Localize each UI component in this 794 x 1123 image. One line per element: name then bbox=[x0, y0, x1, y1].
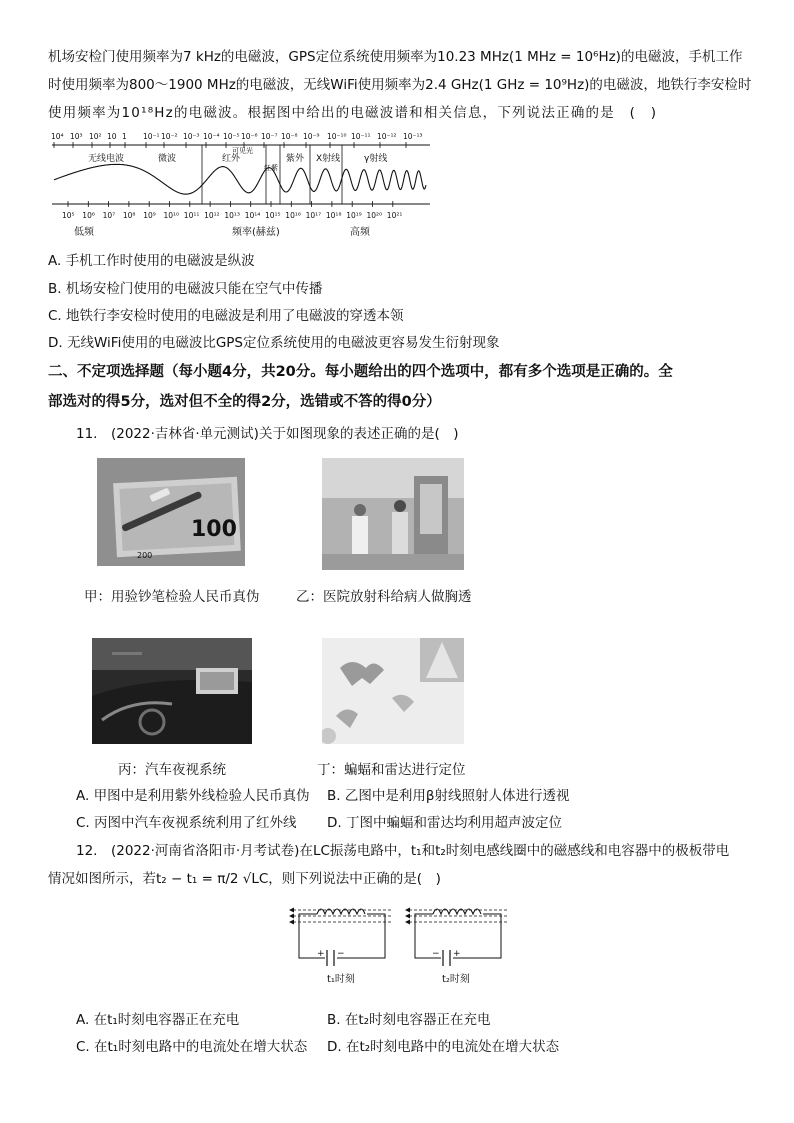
q12-option-b[interactable]: B. 在t₂时刻电容器正在充电 bbox=[327, 1012, 491, 1028]
wavelength-tick-label: 10⁻¹³ bbox=[403, 132, 423, 141]
band-label: 紫外 bbox=[286, 154, 305, 164]
wavelength-tick-label: 10⁻² bbox=[161, 132, 178, 141]
wavelength-tick-label: 10⁻⁷ bbox=[261, 132, 278, 141]
frequency-tick-label: 10¹⁹ bbox=[346, 211, 362, 220]
q11-option-c[interactable]: C. 丙图中汽车夜视系统利用了红外线 bbox=[76, 815, 297, 831]
t1-label: t₁时刻 bbox=[327, 974, 355, 985]
wavelength-tick-label: 10⁻⁶ bbox=[241, 132, 258, 141]
frequency-tick-label: 10⁵ bbox=[62, 211, 75, 220]
band-label: 红外 bbox=[222, 154, 241, 164]
q10-option-d[interactable]: D. 无线WiFi使用的电磁波比GPS定位系统使用的电磁波更容易发生衍射现象 bbox=[48, 335, 500, 351]
q12-stem-line2: 情况如图所示，若t₂ − t₁ = π/2 √LC，则下列说法中正确的是( ) bbox=[48, 871, 441, 887]
wavelength-tick-label: 10⁻¹⁰ bbox=[327, 132, 347, 141]
q10-stem-line2: 时使用频率为800～1900 MHz的电磁波，无线WiFi使用频率为2.4 GHz(1 GHz = 10⁹Hz)的电磁波，地铁行李安检时 bbox=[48, 77, 752, 93]
band-labels bbox=[88, 146, 387, 172]
q11-caption-ding: 丁：蝙蝠和雷达进行定位 bbox=[317, 762, 466, 778]
q11-stem: 11. (2022·吉林省·单元测试)关于如图现象的表述正确的是( ) bbox=[76, 426, 459, 442]
t2-label: t₂时刻 bbox=[442, 974, 470, 985]
t1-plus-sign: + bbox=[317, 949, 325, 959]
high-frequency-label: 高频 bbox=[350, 227, 370, 238]
frequency-tick-label: 10²⁰ bbox=[366, 211, 383, 220]
frequency-tick-label: 10¹⁰ bbox=[163, 211, 180, 220]
q12-option-a[interactable]: A. 在t₁时刻电容器正在充电 bbox=[76, 1012, 240, 1028]
band-label: 红紫 bbox=[264, 164, 278, 172]
section2-heading-line2: 部选对的得5分，选对但不全的得2分，选错或不答的得0分） bbox=[48, 394, 441, 410]
q11-option-d[interactable]: D. 丁图中蝙蝠和雷达均利用超声波定位 bbox=[327, 815, 562, 831]
q11-option-a[interactable]: A. 甲图中是利用紫外线检验人民币真伪 bbox=[76, 788, 310, 804]
wavelength-tick-label: 10³ bbox=[70, 132, 83, 141]
q10-option-b[interactable]: B. 机场安检门使用的电磁波只能在空气中传播 bbox=[48, 281, 323, 297]
q11-option-b[interactable]: B. 乙图中是利用β射线照射人体进行透视 bbox=[327, 788, 570, 804]
frequency-tick-label: 10¹⁴ bbox=[244, 211, 261, 220]
q10-option-a[interactable]: A. 手机工作时使用的电磁波是纵波 bbox=[48, 253, 255, 269]
q10-stem-line1: 机场安检门使用频率为7 kHz的电磁波，GPS定位系统使用频率为10.23 MHz(1 MHz = 10⁶Hz)的电磁波，手机工作 bbox=[48, 49, 743, 65]
svg-text:100: 100 bbox=[191, 517, 237, 542]
wavelength-tick-label: 10⁴ bbox=[51, 132, 64, 141]
band-label: 可见光 bbox=[232, 147, 253, 155]
lc-circuit-t1 bbox=[289, 908, 391, 986]
wavelength-tick-label: 10⁻⁸ bbox=[281, 132, 298, 141]
wavelength-tick-label: 10⁻¹² bbox=[377, 132, 397, 141]
wavelength-tick-label: 10⁻¹ bbox=[143, 132, 160, 141]
frequency-tick-label: 10¹⁷ bbox=[305, 211, 322, 220]
frequency-tick-label: 10⁹ bbox=[143, 211, 156, 220]
band-label: X射线 bbox=[316, 154, 341, 164]
photo-car-night-vision bbox=[92, 638, 252, 744]
wavelength-ticks bbox=[51, 132, 423, 148]
frequency-tick-label: 10¹³ bbox=[224, 211, 240, 220]
wavelength-tick-label: 10⁻⁹ bbox=[303, 132, 320, 141]
q12-option-d[interactable]: D. 在t₂时刻电路中的电流处在增大状态 bbox=[327, 1039, 560, 1055]
photo-bat-radar bbox=[322, 638, 464, 744]
wavelength-tick-label: 10⁻⁵ bbox=[223, 132, 240, 141]
wavelength-tick-label: 10⁻¹¹ bbox=[351, 132, 371, 141]
t1-minus-sign: − bbox=[337, 949, 345, 959]
wavelength-tick-label: 10⁻⁴ bbox=[203, 132, 220, 141]
wavelength-tick-label: 10⁻³ bbox=[183, 132, 200, 141]
frequency-tick-label: 10¹⁶ bbox=[285, 211, 301, 220]
wavelength-tick-label: 10² bbox=[89, 132, 102, 141]
em-spectrum-figure bbox=[46, 128, 436, 240]
q11-caption-yi: 乙：医院放射科给病人做胸透 bbox=[296, 589, 472, 605]
t2-plus-sign: + bbox=[453, 949, 461, 959]
q10-stem-line3: 使用频率为10¹⁸Hz的电磁波。根据图中给出的电磁波谱和相关信息，下列说法正确的是 ( ) bbox=[48, 105, 658, 121]
frequency-tick-label: 10⁶ bbox=[82, 211, 95, 220]
frequency-axis-label: 频率(赫兹) bbox=[232, 227, 280, 238]
q11-caption-bing: 丙：汽车夜视系统 bbox=[118, 762, 226, 778]
q12-option-c[interactable]: C. 在t₁时刻电路中的电流处在增大状态 bbox=[76, 1039, 308, 1055]
frequency-tick-label: 10⁸ bbox=[122, 211, 136, 220]
band-label: 无线电波 bbox=[88, 154, 125, 164]
wavelength-tick-label: 10 bbox=[107, 132, 117, 141]
q11-caption-jia: 甲：用验钞笔检验人民币真伪 bbox=[84, 589, 260, 605]
wavelength-tick-label: 1 bbox=[122, 132, 127, 141]
frequency-tick-label: 10¹⁵ bbox=[265, 211, 281, 220]
lc-circuit-figure bbox=[285, 900, 515, 988]
low-frequency-label: 低频 bbox=[74, 227, 94, 238]
lc-circuit-t2 bbox=[405, 908, 507, 986]
frequency-tick-label: 10¹⁸ bbox=[325, 211, 342, 220]
frequency-tick-label: 10¹² bbox=[204, 211, 220, 220]
t2-minus-sign: − bbox=[432, 949, 440, 959]
band-label: 微波 bbox=[158, 154, 177, 164]
frequency-tick-label: 10⁷ bbox=[102, 211, 116, 220]
spectrum-wave bbox=[54, 164, 426, 194]
frequency-tick-label: 10²¹ bbox=[386, 211, 403, 220]
band-label: γ射线 bbox=[364, 154, 388, 164]
q12-stem-line1: 12. (2022·河南省洛阳市·月考试卷)在LC振荡电路中，t₁和t₂时刻电感线圈中的磁感线和电容器中的极板带电 bbox=[76, 843, 730, 859]
q10-option-c[interactable]: C. 地铁行李安检时使用的电磁波是利用了电磁波的穿透本领 bbox=[48, 308, 404, 324]
frequency-tick-label: 10¹¹ bbox=[183, 211, 200, 220]
photo-banknote-uv-pen bbox=[97, 458, 245, 566]
section2-heading-line1: 二、不定项选择题（每小题4分，共20分。每小题给出的四个选项中，都有多个选项是正确的。全 bbox=[48, 364, 673, 380]
photo-xray-room bbox=[322, 458, 464, 570]
svg-text:200: 200 bbox=[137, 551, 153, 560]
